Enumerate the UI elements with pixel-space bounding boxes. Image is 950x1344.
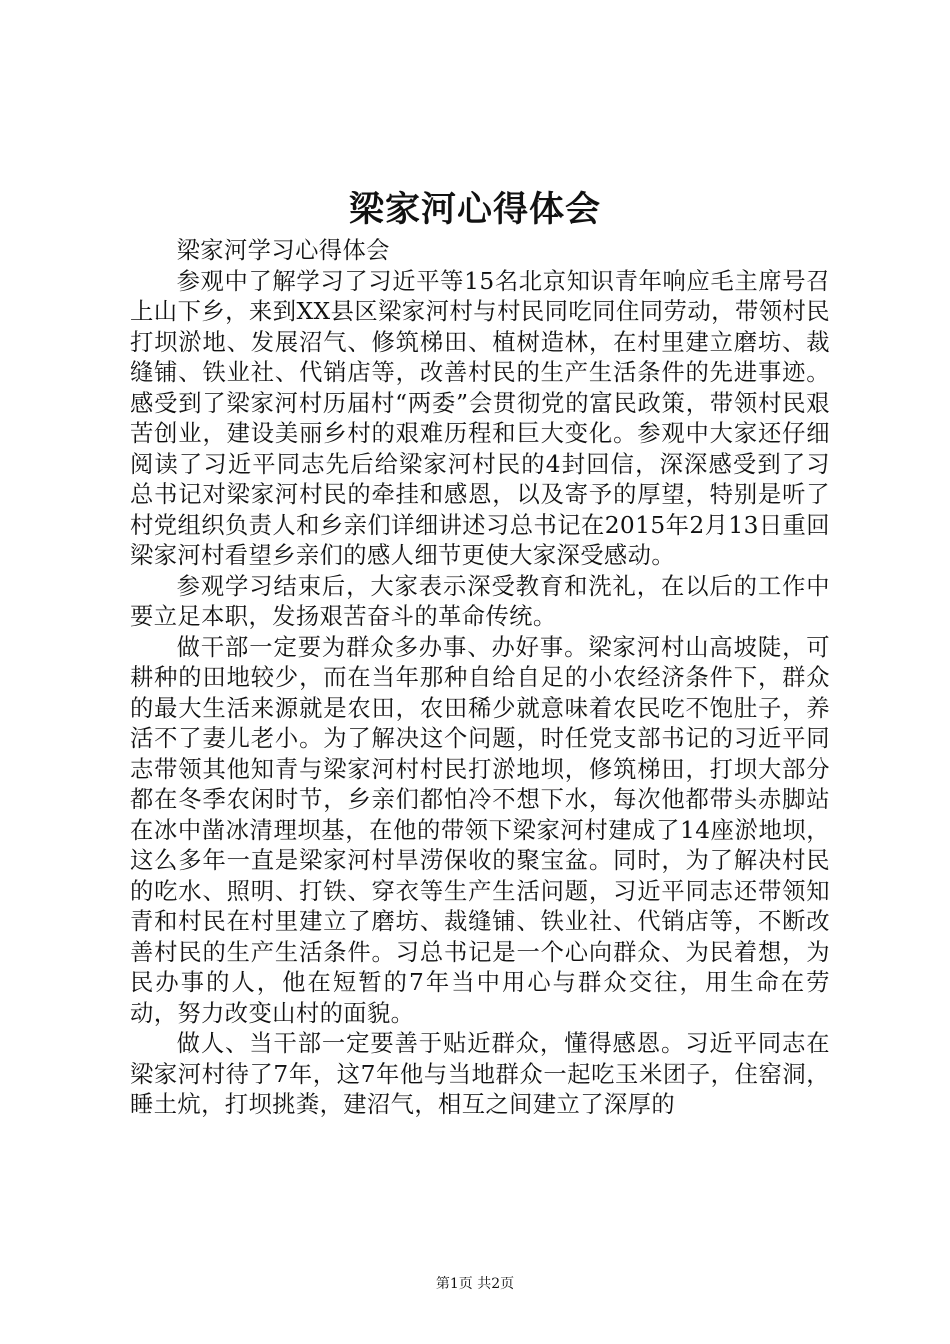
- subtitle-paragraph: 梁家河学习心得体会: [176, 237, 390, 264]
- body-paragraph: 参观中了解学习了习近平等15名北京知识青年响应毛主席号召上山下乡，来到XX县区梁家河村与村民同吃同住同劳动，带领村民打坝淤地、发展沼气、修筑梯田、植树造林，在村里建立磨坊、裁缝铺、铁业社、代销店等，改善村民的生产生活条件的先进事迹。感受到了梁家河村历届村“两委”会贯彻党的富民政策，带领村民艰苦创业，建设美丽乡村的艰难历程和巨大变化。参观中大家还仔细阅读了习近平同志先后给梁家河村民的4封回信，深深感受到了习总书记对梁家河村民的牵挂和感恩，以及寄予的厚望，特别是听了村党组织负责人和乡亲们详细讲述习总书记在2015年2月13日重回梁家河村看望乡亲们的感人细节更使大家深受感动。: [130, 267, 830, 569]
- body-paragraph: 做干部一定要为群众多办事、办好事。梁家河村山高坡陡，可耕种的田地较少，而在当年那种自给自足的小农经济条件下，群众的最大生活来源就是农田，农田稀少就意味着农民吃不饱肚子，养活不了妻儿老小。为了解决这个问题，时任党支部书记的习近平同志带领其他知青与梁家河村村民打淤地坝，修筑梯田，打坝大部分都在冬季农闲时节，乡亲们都怕冷不想下水，每次他都带头赤脚站在冰中凿冰清理坝基，在他的带领下梁家河村建成了14座淤地坝，这么多年一直是梁家河村旱涝保收的聚宝盆。同时，为了解决村民的吃水、照明、打铁、穿衣等生产生活问题，习近平同志还带领知青和村民在村里建立了磨坊、裁缝铺、铁业社、代销店等，不断改善村民的生产生活条件。习总书记是一个心向群众、为民着想，为民办事的人，他在短暂的7年当中用心与群众交往，用生命在劳动，努力改变山村的面貌。: [130, 633, 830, 1027]
- page-number-footer: 第1页 共2页: [435, 1276, 515, 1292]
- body-paragraph: 做人、当干部一定要善于贴近群众，懂得感恩。习近平同志在梁家河村待了7年，这7年他与当地群众一起吃玉米团子，住窑洞，睡土炕，打坝挑粪，建沼气，相互之间建立了深厚的: [130, 1030, 830, 1118]
- body-paragraph: 参观学习结束后，大家表示深受教育和洗礼，在以后的工作中要立足本职，发扬艰苦奋斗的革命传统。: [130, 572, 830, 630]
- document-title: 梁家河心得体会: [348, 189, 601, 230]
- document-body: [130, 236, 830, 1121]
